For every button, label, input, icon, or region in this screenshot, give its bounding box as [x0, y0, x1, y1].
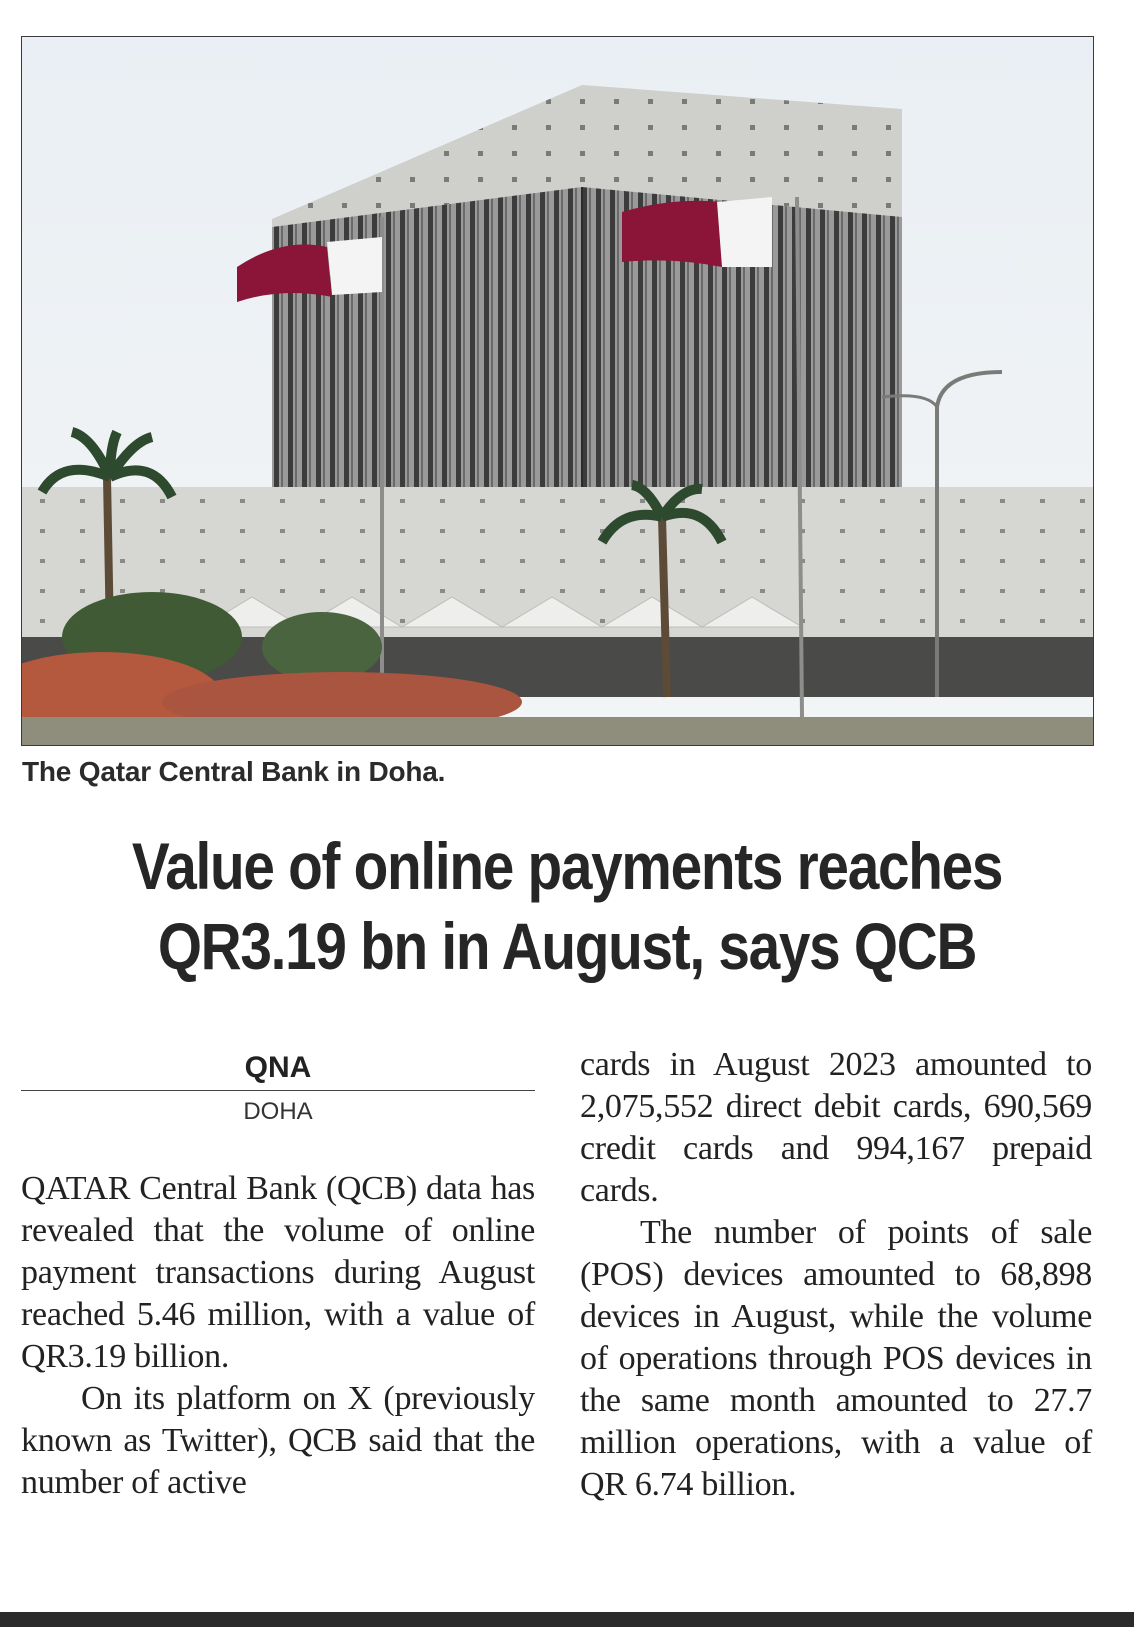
- photo-caption: The Qatar Central Bank in Doha.: [22, 756, 446, 787]
- body-paragraph-2-continued-text: cards in August 2023 amounted to 2,075,552 direct debit cards, 690,569 credit cards and 994,167 prepaid cards.: [580, 1046, 1092, 1209]
- body-paragraph-1-text: QATAR Central Bank (QCB) data has revealed that the volume of online payment transactions during August reached 5.46 million, with a value of QR3.19 billion.: [21, 1170, 535, 1375]
- headline-line-2: QR3.19 bn in August, says QCB: [157, 909, 977, 983]
- byline-agency: QNA: [244, 1051, 312, 1084]
- byline: [21, 1050, 535, 1127]
- byline-rule: [21, 1090, 535, 1091]
- article-photo: [21, 36, 1094, 746]
- body-paragraph-2-text: On its platform on X (previously known as Twitter), QCB said that the number of active: [21, 1380, 535, 1501]
- body-paragraph-1: [21, 1168, 535, 1378]
- qcb-building-image: [22, 37, 1093, 745]
- headline-line-1: Value of online payments reaches: [131, 829, 1003, 903]
- body-paragraph-3-text: The number of points of sale (POS) devices amounted to 68,898 devices in August, while the volume of operations through POS devices in the same month amounted to 27.7 million operations, with a value of QR 6.74 billion.: [580, 1214, 1092, 1503]
- body-column-right: [580, 1044, 1092, 1506]
- body-paragraph-2: [21, 1378, 535, 1504]
- body-paragraph-3: [580, 1212, 1092, 1506]
- body-paragraph-2-continued: [580, 1044, 1092, 1212]
- byline-dateline: DOHA: [243, 1098, 313, 1125]
- article-headline: [79, 826, 1054, 986]
- bottom-rule: [0, 1612, 1134, 1627]
- body-column-left: [21, 1168, 535, 1504]
- top-rule: [0, 0, 1134, 4]
